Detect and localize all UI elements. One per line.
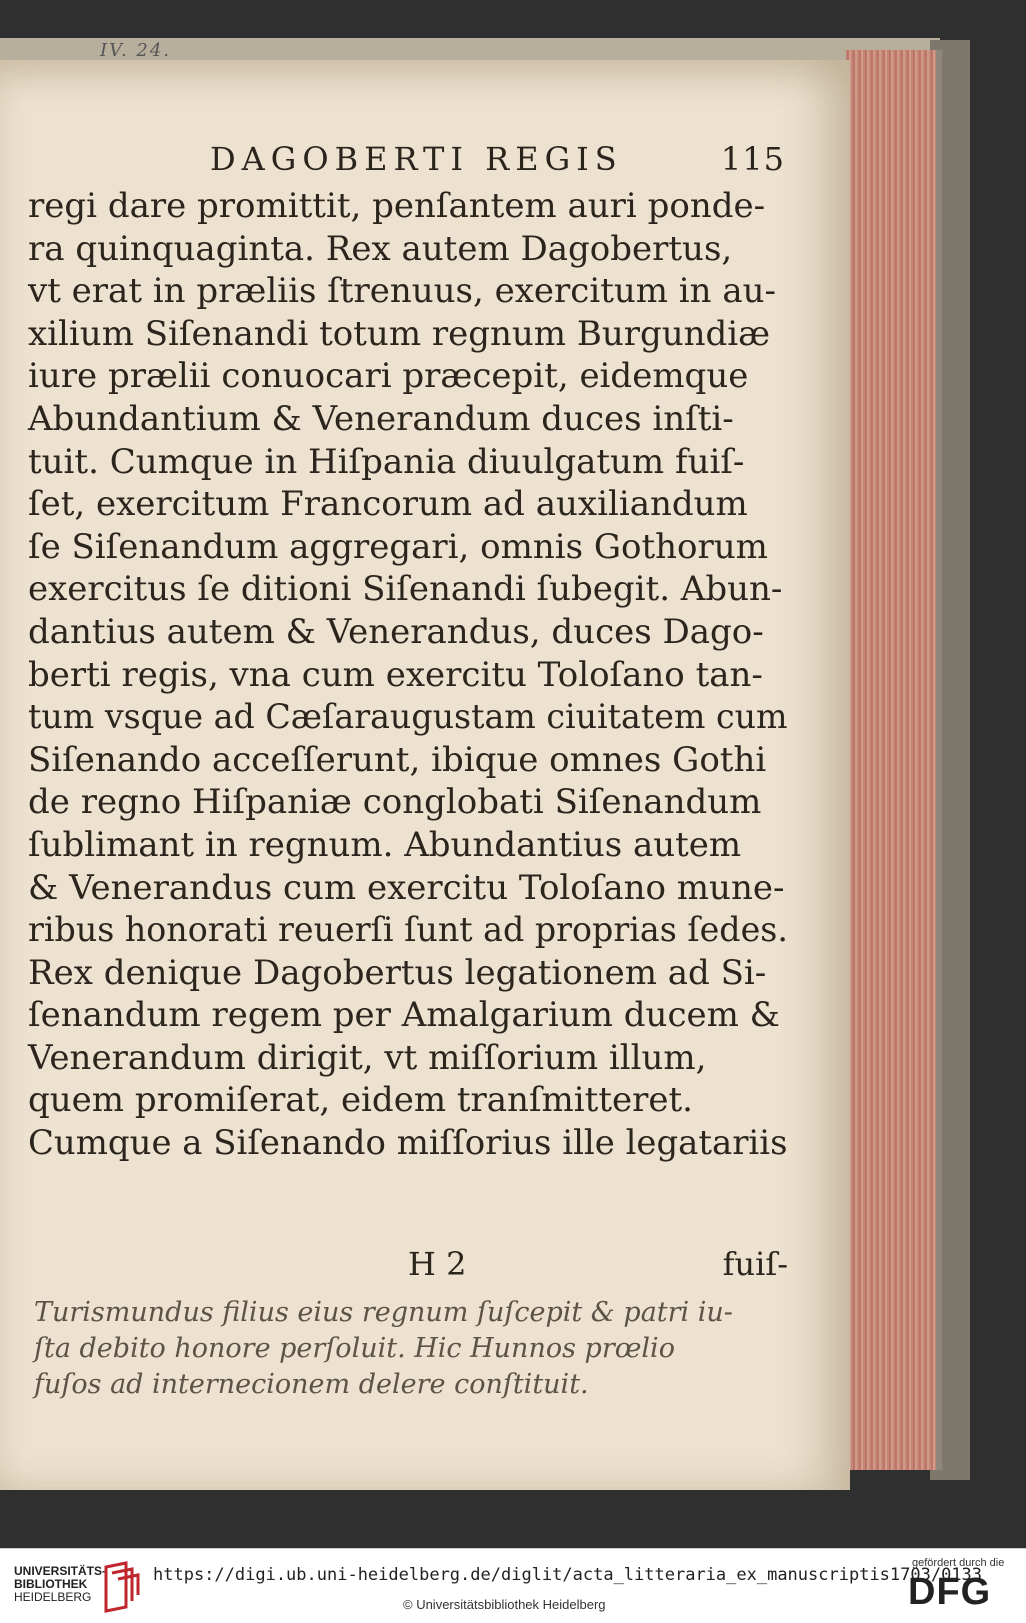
library-name-line1: UNIVERSITÄTS- (14, 1564, 107, 1578)
viewer-footer (0, 1548, 1026, 1623)
text-line: ſenandum regem per Amalgarium ducem & (28, 995, 780, 1036)
page-block-edge (846, 50, 942, 1470)
bleed-line: Turismundus filius eius regnum ſuſcepit & patri iu- (34, 1297, 733, 1328)
bleed-line: ſta debito honore perſoluit. Hic Hunnos prœlio (34, 1333, 675, 1364)
text-line: Abundantium & Venerandum duces inſti- (28, 398, 734, 439)
text-line: Rex denique Dagobertus legationem ad Si- (28, 952, 767, 993)
text-line: dantius autem & Venerandus, duces Dago- (28, 611, 764, 652)
text-line: tuit. Cumque in Hiſpania diuulgatum fuiſ- (28, 441, 745, 482)
catchword: fuiſ- (722, 1245, 788, 1283)
bleed-through-text (34, 1295, 789, 1403)
running-title: DAGOBERTI REGIS (210, 140, 623, 178)
text-line: Siſenando acceſſerunt, ibique omnes Gothi (28, 739, 767, 780)
text-line: exercitus ſe ditioni Siſenandi ſubegit. Abun- (28, 569, 783, 610)
text-line: xilium Siſenandi totum regnum Burgundiæ (28, 313, 771, 354)
text-line: ſet, exercitum Francorum ad auxiliandum (28, 484, 748, 525)
library-name-line2: BIBLIOTHEK (14, 1577, 88, 1591)
text-line: de regno Hiſpaniæ conglobati Siſenandum (28, 782, 762, 823)
page-url[interactable]: https://digi.ub.uni-heidelberg.de/diglit/acta_litteraria_ex_manuscriptis1703/0133 (153, 1565, 983, 1585)
text-line: quem promiſerat, eidem tranſmitteret. (28, 1080, 693, 1121)
dfg-logo[interactable]: DFG (908, 1571, 992, 1613)
text-line: ra quinquaginta. Rex autem Dagobertus, (28, 228, 733, 269)
text-line: vt erat in præliis ſtrenuus, exercitum in au- (28, 271, 777, 312)
shelfmark: IV. 24. (100, 40, 172, 61)
page-number: 115 (720, 140, 785, 178)
text-line: & Venerandus cum exercitu Toloſano mune- (28, 867, 785, 908)
text-line: iure prælii conuocari præcepit, eidemque (28, 356, 749, 397)
library-name-line3: HEIDELBERG (14, 1590, 92, 1604)
text-line: regi dare promittit, penſantem auri ponde- (28, 186, 766, 226)
text-line: ribus honorati reuerſi ſunt ad proprias ſedes. (28, 910, 788, 951)
library-logo-text[interactable] (14, 1565, 106, 1604)
text-line: ſe Siſenandum aggregari, omnis Gothorum (28, 526, 768, 567)
text-line: ſublimant in regnum. Abundantius autem (28, 824, 742, 865)
text-line: berti regis, vna cum exercitu Toloſano tan- (28, 654, 763, 695)
signature-mark: H 2 (408, 1245, 467, 1283)
running-header (210, 140, 785, 178)
funding-label: gefördert durch die (912, 1557, 1005, 1569)
text-line: Cumque a Siſenando miſſorius ille legatariis (28, 1123, 788, 1164)
text-line: tum vsque ad Cæſaraugustam ciuitatem cum (28, 697, 788, 738)
main-text (28, 185, 788, 1165)
library-logo-icon[interactable] (102, 1561, 140, 1613)
bleed-line: fuſos ad internecionem delere conſtituit. (34, 1369, 589, 1400)
copyright-notice: © Universitätsbibliothek Heidelberg (403, 1597, 606, 1612)
text-line: Venerandum dirigit, vt miſſorium illum, (28, 1037, 707, 1078)
